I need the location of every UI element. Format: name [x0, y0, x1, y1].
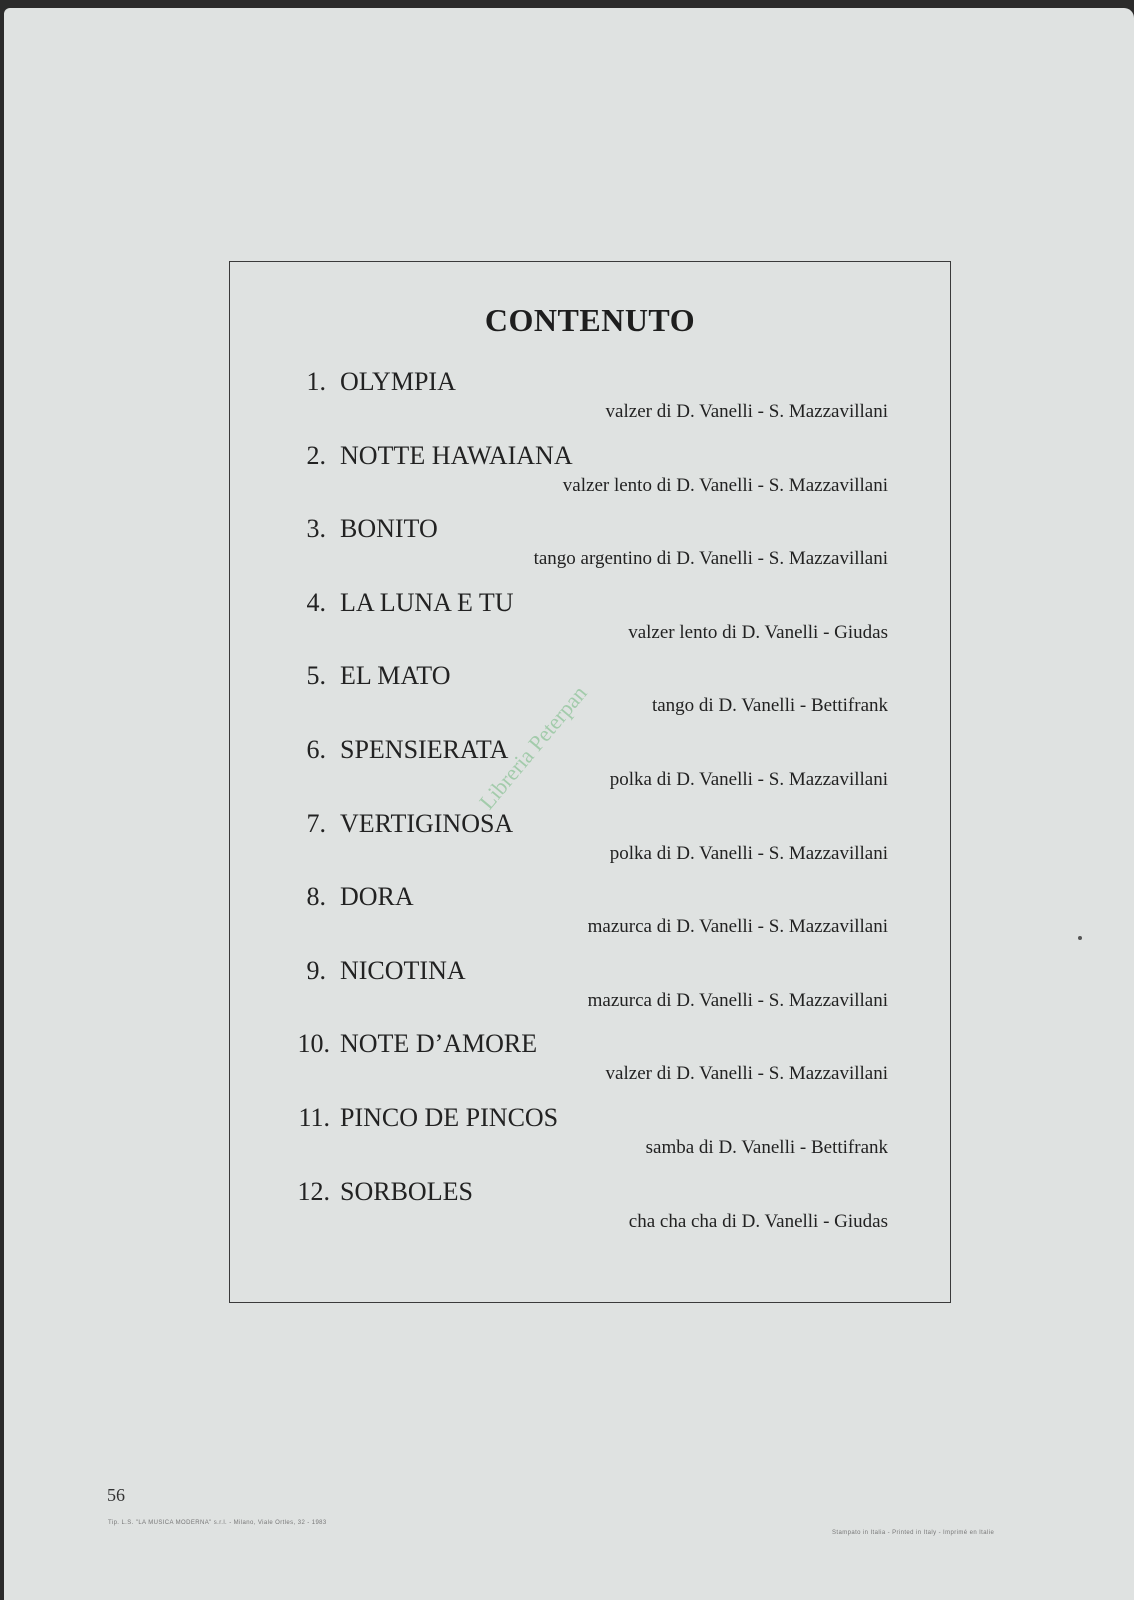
watermark-text: Libreria Peterpan	[474, 680, 592, 815]
toc-entry	[230, 1103, 950, 1177]
entry-credit: tango argentino di D. Vanelli - S. Mazzavillani	[533, 548, 888, 570]
entry-title: NICOTINA	[340, 955, 466, 985]
entry-title: EL MATO	[340, 661, 451, 691]
entry-credit: mazurca di D. Vanelli - S. Mazzavillani	[587, 916, 888, 938]
toc-entry	[230, 1029, 950, 1103]
entry-title: SPENSIERATA	[340, 735, 509, 764]
document-page	[4, 8, 1134, 1600]
entry-number: 9.	[306, 955, 326, 985]
entry-title: DORA	[340, 882, 414, 912]
page-number: 56	[107, 1485, 125, 1505]
paper-speck	[1078, 936, 1082, 940]
entry-title: VERTIGINOSA	[340, 808, 514, 838]
entry-credit: valzer lento di D. Vanelli - Giudas	[628, 621, 888, 643]
entry-number: 1.	[306, 367, 326, 396]
entry-title: SORBOLES	[340, 1176, 473, 1206]
entry-number: 12.	[297, 1176, 330, 1206]
entry-title: LA LUNA E TU	[340, 587, 514, 617]
toc-entry	[230, 956, 950, 1030]
entry-credit: cha cha cha di D. Vanelli - Giudas	[628, 1210, 888, 1232]
entry-credit: samba di D. Vanelli - Bettifrank	[645, 1137, 888, 1158]
entry-credit: polka di D. Vanelli - S. Mazzavillani	[609, 842, 888, 864]
printer-imprint: Tip. L.S. "LA MUSICA MODERNA" s.r.l. - Milano, Viale Ortles, 32 - 1983	[108, 1520, 327, 1526]
toc-entry	[230, 882, 950, 956]
toc-entry	[230, 441, 950, 515]
entry-credit: valzer lento di D. Vanelli - S. Mazzavillani	[562, 474, 888, 496]
toc-entry	[230, 1177, 950, 1251]
entry-credit: mazurca di D. Vanelli - S. Mazzavillani	[587, 989, 888, 1011]
printed-in-italy-note: Stampato in Italia - Printed in Italy - Imprimé en Italie	[832, 1530, 995, 1536]
entry-credit: valzer di D. Vanelli - S. Mazzavillani	[605, 1063, 888, 1085]
toc-entry	[230, 809, 950, 883]
entry-number: 3.	[306, 514, 326, 544]
entry-credit: valzer di D. Vanelli - S. Mazzavillani	[605, 401, 888, 422]
entry-title: NOTE D’AMORE	[340, 1029, 538, 1059]
toc-entry	[230, 514, 950, 588]
entry-number: 8.	[306, 882, 326, 912]
entry-credit: polka di D. Vanelli - S. Mazzavillani	[609, 769, 888, 790]
toc-entry	[230, 588, 950, 662]
entry-number: 2.	[306, 440, 326, 470]
toc-title: CONTENUTO	[484, 302, 696, 338]
entry-number: 10.	[297, 1029, 330, 1059]
entry-number: 5.	[306, 661, 326, 691]
toc-entry	[230, 367, 950, 441]
entry-number: 11.	[298, 1103, 330, 1132]
entry-title: NOTTE HAWAIANA	[340, 440, 573, 470]
toc-entry	[230, 735, 950, 809]
entry-credit: tango di D. Vanelli - Bettifrank	[651, 695, 888, 717]
entry-number: 7.	[306, 808, 326, 838]
entry-title: PINCO DE PINCOS	[340, 1103, 559, 1132]
entry-number: 6.	[306, 735, 326, 764]
entry-title: OLYMPIA	[340, 367, 456, 396]
table-of-contents-box	[229, 261, 951, 1303]
entry-number: 4.	[306, 587, 326, 617]
entry-title: BONITO	[340, 514, 438, 544]
